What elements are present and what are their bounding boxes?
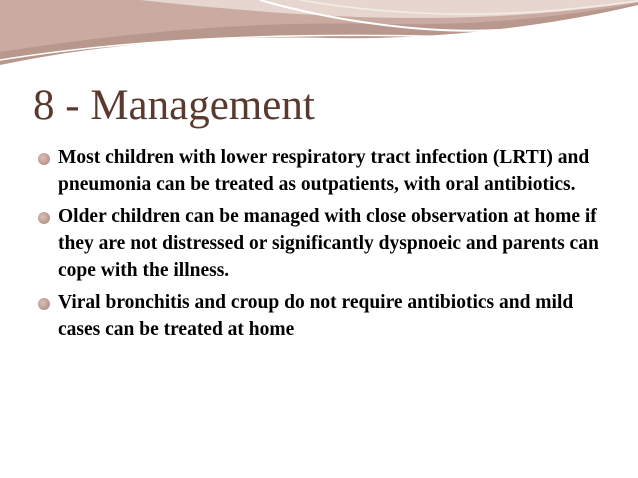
bullet-text: Viral bronchitis and croup do not require antibiotics and mild cases can be treated at home <box>58 292 574 340</box>
bullet-item <box>38 203 604 284</box>
bullet-text: Most children with lower respiratory tract infection (LRTI) and pneumonia can be treated as outpatients, with oral antibiotics. <box>58 147 590 195</box>
header-swoosh-decoration <box>0 0 638 80</box>
bullet-list <box>38 144 604 348</box>
bullet-item <box>38 289 604 343</box>
round-bullet-icon <box>38 298 50 310</box>
round-bullet-icon <box>38 153 50 165</box>
bullet-item <box>38 144 604 198</box>
bullet-text: Older children can be managed with close observation at home if they are not distressed or significantly dyspnoeic and parents can cope with the illness. <box>58 206 599 281</box>
slide-title: 8 - Management <box>33 82 315 129</box>
round-bullet-icon <box>38 212 50 224</box>
